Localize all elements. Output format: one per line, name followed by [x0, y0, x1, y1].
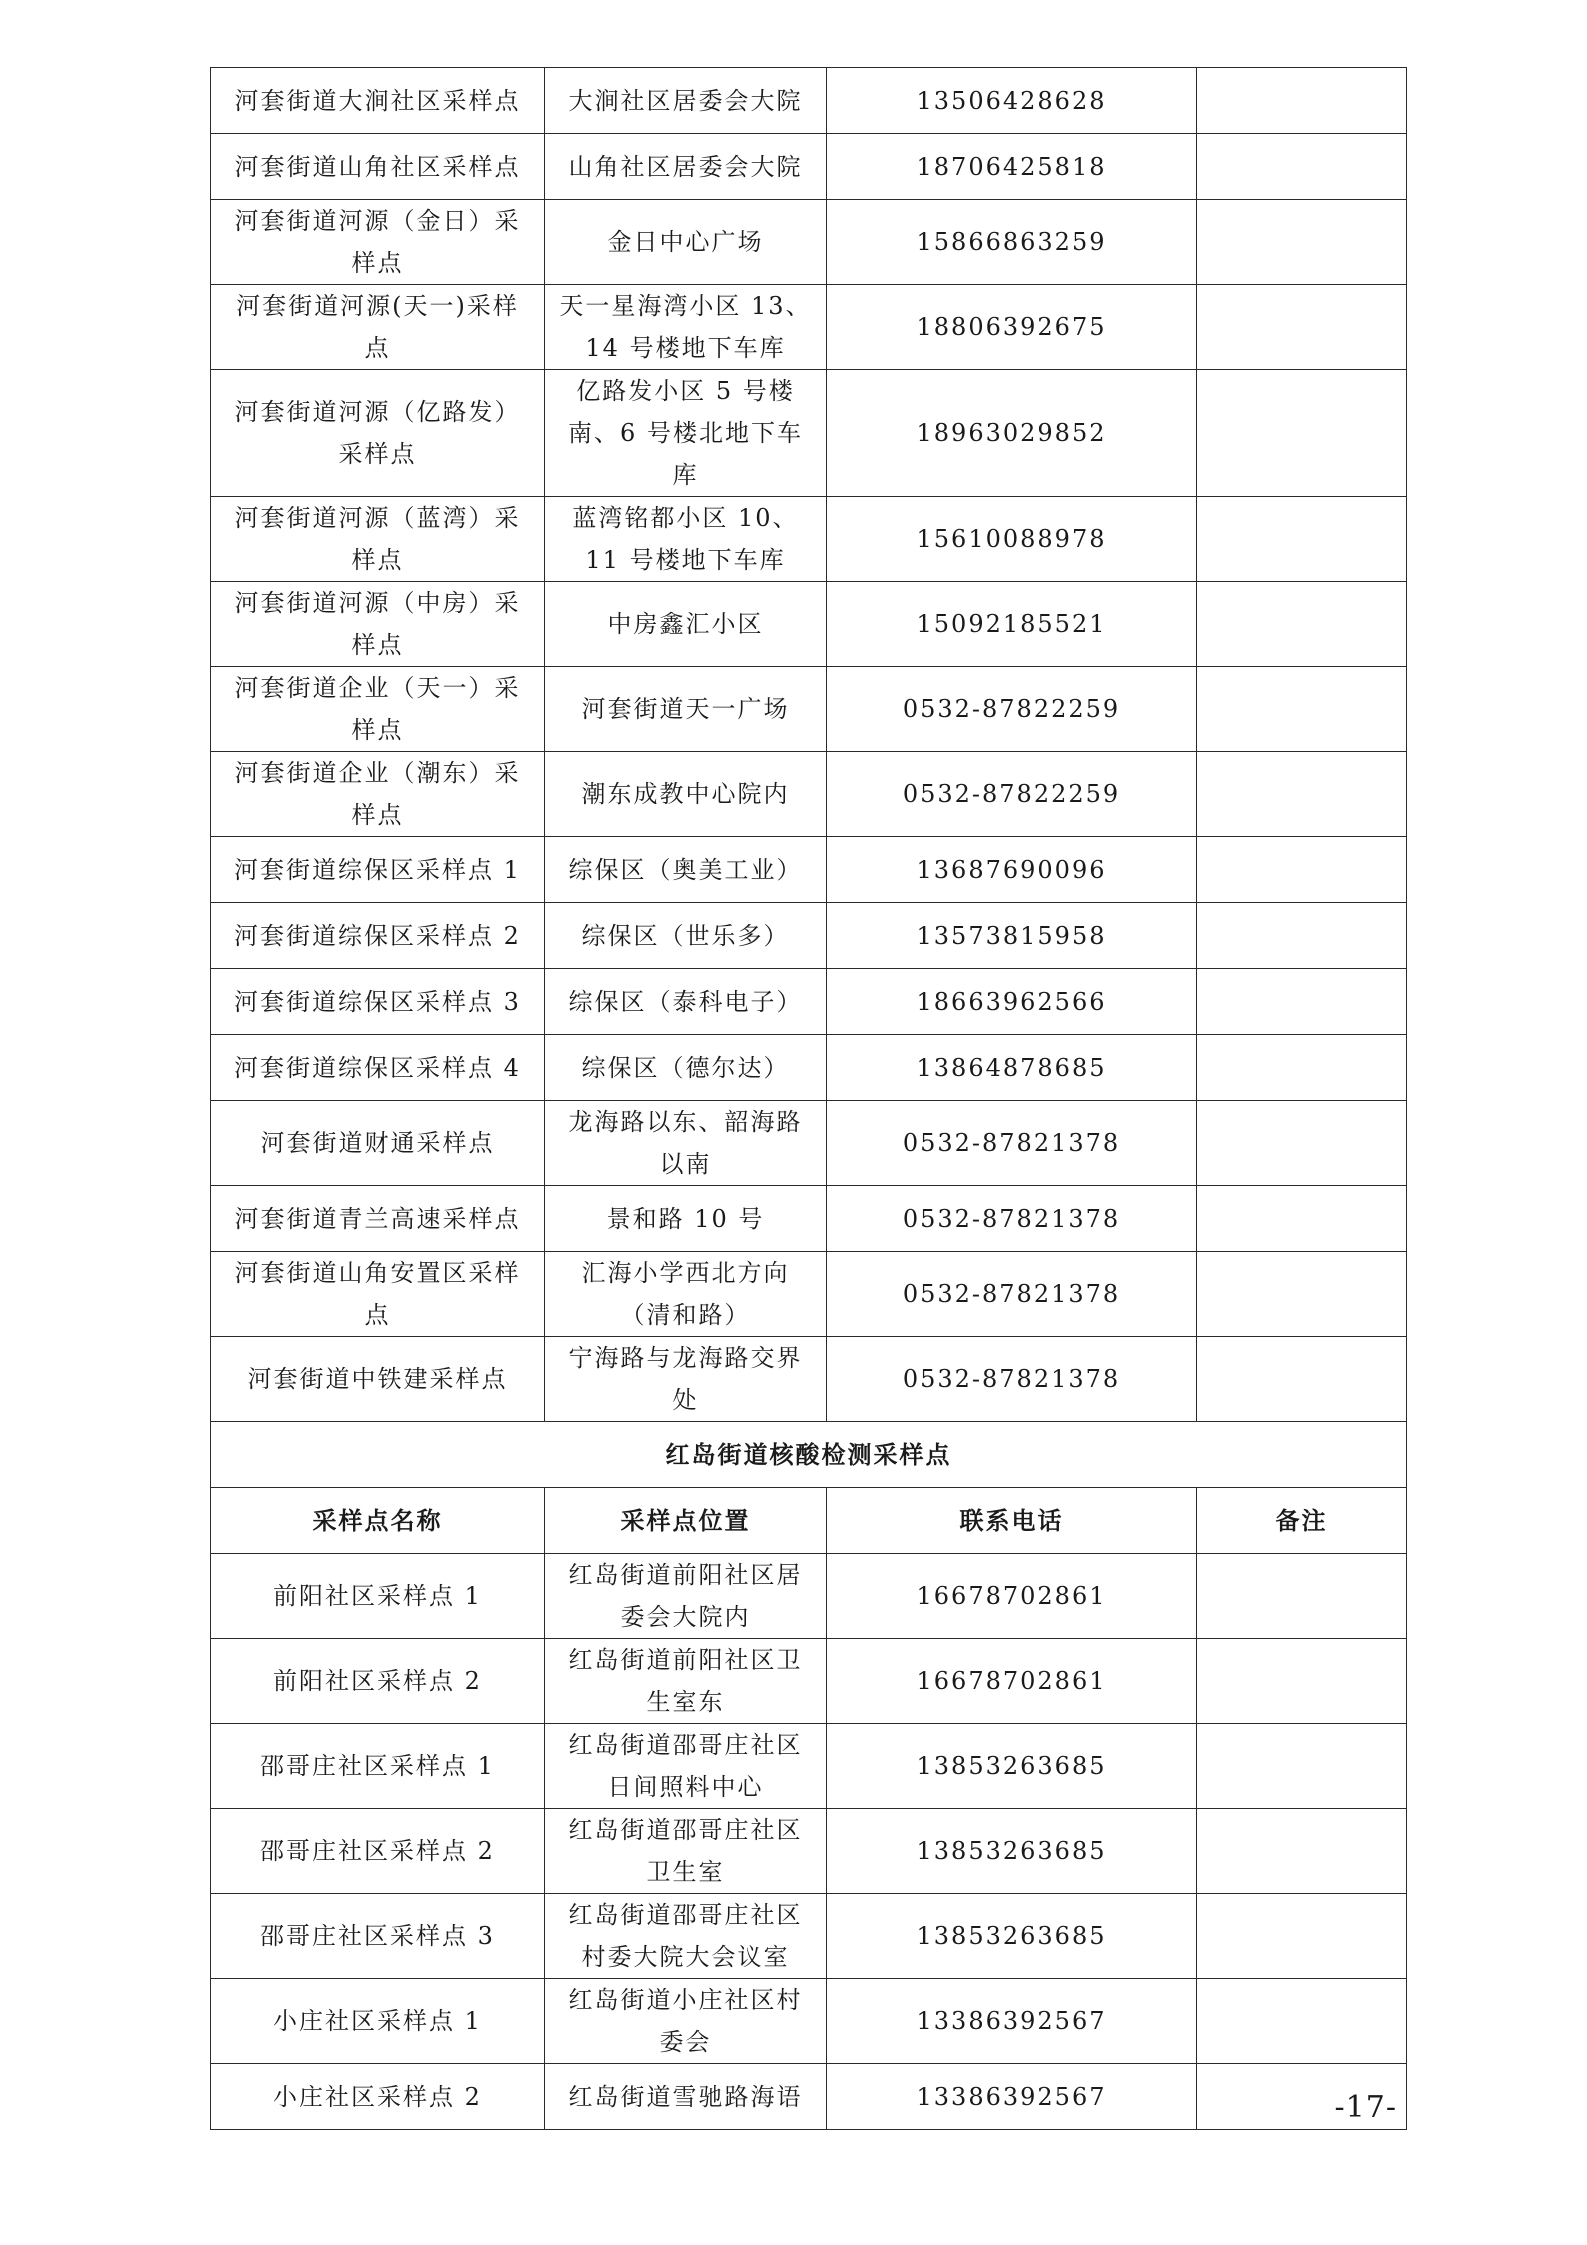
site-name-cell: 河套街道河源（金日）采样点 [211, 200, 545, 285]
table-row [211, 370, 1407, 497]
site-name-cell: 河套街道青兰高速采样点 [211, 1186, 545, 1252]
table-row [211, 582, 1407, 667]
site-location-cell: 汇海小学西北方向（清和路） [545, 1252, 827, 1337]
site-location-cell: 亿路发小区 5 号楼南、6 号楼北地下车库 [545, 370, 827, 497]
table-row [211, 1186, 1407, 1252]
site-name-cell: 邵哥庄社区采样点 1 [211, 1724, 545, 1809]
header-site-location: 采样点位置 [545, 1488, 827, 1554]
section-title: 红岛街道核酸检测采样点 [211, 1422, 1407, 1488]
table-row [211, 1554, 1407, 1639]
site-name-cell: 前阳社区采样点 1 [211, 1554, 545, 1639]
site-name-cell: 河套街道河源（亿路发）采样点 [211, 370, 545, 497]
contact-phone-cell: 13386392567 [827, 2064, 1197, 2130]
contact-phone-cell: 15866863259 [827, 200, 1197, 285]
site-location-cell: 宁海路与龙海路交界处 [545, 1337, 827, 1422]
site-location-cell: 红岛街道雪驰路海语 [545, 2064, 827, 2130]
remarks-cell [1197, 1101, 1407, 1186]
header-contact-phone: 联系电话 [827, 1488, 1197, 1554]
section-title-row [211, 1422, 1407, 1488]
table-row [211, 1724, 1407, 1809]
site-name-cell: 河套街道中铁建采样点 [211, 1337, 545, 1422]
site-name-cell: 河套街道河源（中房）采样点 [211, 582, 545, 667]
remarks-cell [1197, 1337, 1407, 1422]
contact-phone-cell: 0532-87821378 [827, 1337, 1197, 1422]
site-location-cell: 龙海路以东、韶海路以南 [545, 1101, 827, 1186]
remarks-cell [1197, 497, 1407, 582]
remarks-cell [1197, 1979, 1407, 2064]
contact-phone-cell: 13853263685 [827, 1724, 1197, 1809]
contact-phone-cell: 18806392675 [827, 285, 1197, 370]
site-name-cell: 河套街道综保区采样点 2 [211, 903, 545, 969]
site-name-cell: 河套街道河源(天一)采样点 [211, 285, 545, 370]
site-location-cell: 综保区（泰科电子） [545, 969, 827, 1035]
site-location-cell: 红岛街道邵哥庄社区村委大院大会议室 [545, 1894, 827, 1979]
site-name-cell: 河套街道河源（蓝湾）采样点 [211, 497, 545, 582]
site-location-cell: 红岛街道邵哥庄社区卫生室 [545, 1809, 827, 1894]
site-location-cell: 河套街道天一广场 [545, 667, 827, 752]
site-name-cell: 邵哥庄社区采样点 2 [211, 1809, 545, 1894]
contact-phone-cell: 13573815958 [827, 903, 1197, 969]
site-location-cell: 中房鑫汇小区 [545, 582, 827, 667]
remarks-cell [1197, 1554, 1407, 1639]
remarks-cell [1197, 1894, 1407, 1979]
site-name-cell: 河套街道综保区采样点 1 [211, 837, 545, 903]
contact-phone-cell: 18663962566 [827, 969, 1197, 1035]
contact-phone-cell: 13864878685 [827, 1035, 1197, 1101]
remarks-cell [1197, 667, 1407, 752]
site-location-cell: 红岛街道前阳社区卫生室东 [545, 1639, 827, 1724]
contact-phone-cell: 13687690096 [827, 837, 1197, 903]
table-row [211, 1639, 1407, 1724]
remarks-cell [1197, 582, 1407, 667]
site-name-cell: 前阳社区采样点 2 [211, 1639, 545, 1724]
site-name-cell: 邵哥庄社区采样点 3 [211, 1894, 545, 1979]
site-location-cell: 景和路 10 号 [545, 1186, 827, 1252]
table-row [211, 969, 1407, 1035]
table-row [211, 1035, 1407, 1101]
site-name-cell: 河套街道山角社区采样点 [211, 134, 545, 200]
remarks-cell [1197, 1724, 1407, 1809]
header-site-name: 采样点名称 [211, 1488, 545, 1554]
contact-phone-cell: 13853263685 [827, 1809, 1197, 1894]
table-header-row [211, 1488, 1407, 1554]
remarks-cell [1197, 134, 1407, 200]
table-row [211, 1337, 1407, 1422]
table-row [211, 2064, 1407, 2130]
site-location-cell: 金日中心广场 [545, 200, 827, 285]
table-row [211, 497, 1407, 582]
contact-phone-cell: 18963029852 [827, 370, 1197, 497]
table-row [211, 1252, 1407, 1337]
remarks-cell [1197, 200, 1407, 285]
site-name-cell: 河套街道山角安置区采样点 [211, 1252, 545, 1337]
contact-phone-cell: 0532-87822259 [827, 667, 1197, 752]
site-name-cell: 河套街道财通采样点 [211, 1101, 545, 1186]
page-number: -17- [1334, 2090, 1397, 2125]
contact-phone-cell: 13386392567 [827, 1979, 1197, 2064]
contact-phone-cell: 0532-87822259 [827, 752, 1197, 837]
contact-phone-cell: 0532-87821378 [827, 1186, 1197, 1252]
remarks-cell [1197, 370, 1407, 497]
site-location-cell: 大涧社区居委会大院 [545, 68, 827, 134]
remarks-cell [1197, 1252, 1407, 1337]
table-row [211, 134, 1407, 200]
table-row [211, 667, 1407, 752]
site-location-cell: 红岛街道邵哥庄社区日间照料中心 [545, 1724, 827, 1809]
site-location-cell: 山角社区居委会大院 [545, 134, 827, 200]
remarks-cell [1197, 752, 1407, 837]
top-table-body [211, 68, 1407, 1422]
sampling-sites-table [210, 67, 1407, 2130]
section-block [211, 1422, 1407, 1554]
remarks-cell [1197, 1186, 1407, 1252]
site-name-cell: 小庄社区采样点 1 [211, 1979, 545, 2064]
remarks-cell [1197, 1809, 1407, 1894]
remarks-cell [1197, 903, 1407, 969]
table-row [211, 200, 1407, 285]
site-location-cell: 综保区（德尔达） [545, 1035, 827, 1101]
table-row [211, 1809, 1407, 1894]
site-name-cell: 河套街道综保区采样点 3 [211, 969, 545, 1035]
contact-phone-cell: 0532-87821378 [827, 1252, 1197, 1337]
table-row [211, 68, 1407, 134]
site-name-cell: 河套街道企业（潮东）采样点 [211, 752, 545, 837]
site-location-cell: 潮东成教中心院内 [545, 752, 827, 837]
site-location-cell: 红岛街道前阳社区居委会大院内 [545, 1554, 827, 1639]
contact-phone-cell: 16678702861 [827, 1554, 1197, 1639]
table-row [211, 1894, 1407, 1979]
site-location-cell: 红岛街道小庄社区村委会 [545, 1979, 827, 2064]
site-name-cell: 河套街道企业（天一）采样点 [211, 667, 545, 752]
table-row [211, 1979, 1407, 2064]
table-row [211, 285, 1407, 370]
bottom-table-body [211, 1554, 1407, 2130]
site-name-cell: 河套街道综保区采样点 4 [211, 1035, 545, 1101]
table-row [211, 752, 1407, 837]
remarks-cell [1197, 969, 1407, 1035]
remarks-cell [1197, 68, 1407, 134]
table-row [211, 837, 1407, 903]
site-name-cell: 河套街道大涧社区采样点 [211, 68, 545, 134]
site-location-cell: 蓝湾铭都小区 10、11 号楼地下车库 [545, 497, 827, 582]
site-location-cell: 天一星海湾小区 13、14 号楼地下车库 [545, 285, 827, 370]
contact-phone-cell: 15610088978 [827, 497, 1197, 582]
remarks-cell [1197, 285, 1407, 370]
contact-phone-cell: 16678702861 [827, 1639, 1197, 1724]
site-name-cell: 小庄社区采样点 2 [211, 2064, 545, 2130]
contact-phone-cell: 15092185521 [827, 582, 1197, 667]
remarks-cell [1197, 837, 1407, 903]
contact-phone-cell: 18706425818 [827, 134, 1197, 200]
table-row [211, 1101, 1407, 1186]
table-row [211, 903, 1407, 969]
contact-phone-cell: 0532-87821378 [827, 1101, 1197, 1186]
site-location-cell: 综保区（世乐多） [545, 903, 827, 969]
header-remarks: 备注 [1197, 1488, 1407, 1554]
contact-phone-cell: 13853263685 [827, 1894, 1197, 1979]
contact-phone-cell: 13506428628 [827, 68, 1197, 134]
remarks-cell [1197, 1639, 1407, 1724]
site-location-cell: 综保区（奥美工业） [545, 837, 827, 903]
remarks-cell [1197, 1035, 1407, 1101]
